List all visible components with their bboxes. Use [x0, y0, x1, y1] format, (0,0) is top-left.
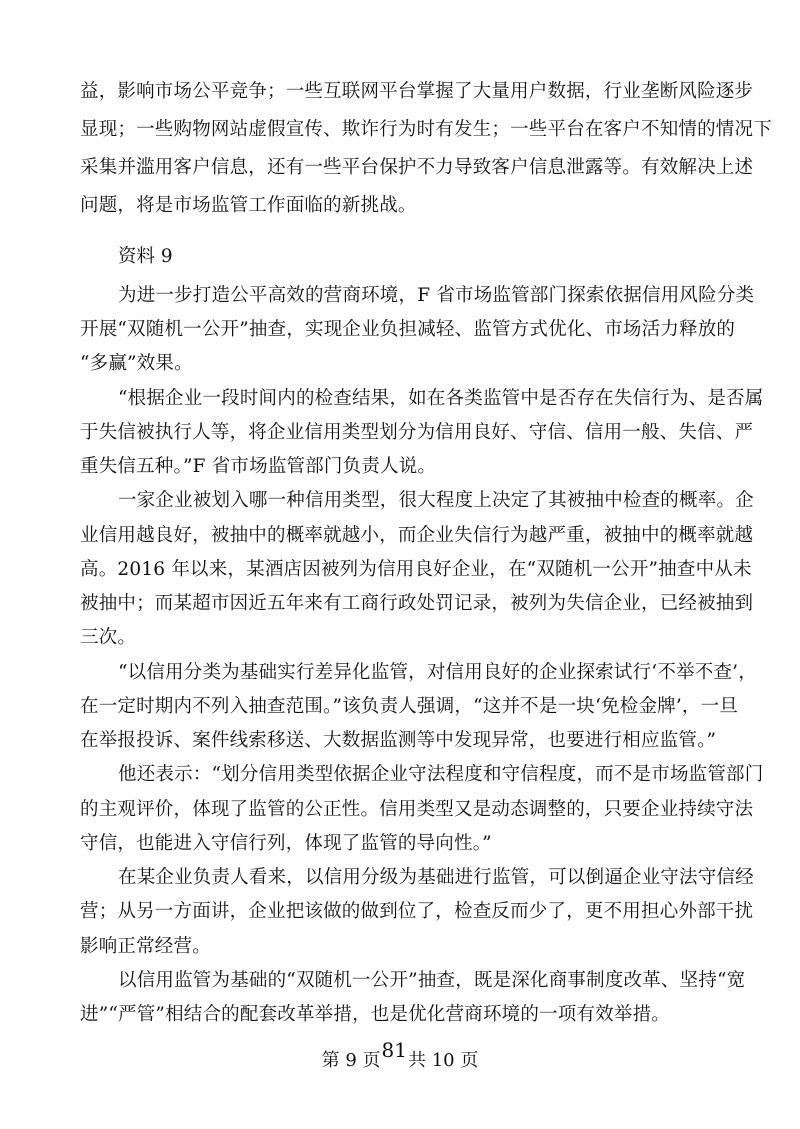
text-line: 守信，也能进入守信行列，体现了监管的导向性。”: [80, 833, 492, 854]
text-line: 显现；一些购物网站虚假宣传、欺诈行为时有发生；一些平台在客户不知情的情况下: [80, 119, 772, 140]
footer-page-prefix: 第 9 页: [321, 1050, 381, 1071]
page-footer: [0, 1038, 800, 1073]
text-line: 被抽中；而某超市因近五年来有工商行政处罚记录，被列为失信企业，已经被抽到: [80, 593, 754, 614]
text-line: 一家企业被划入哪一种信用类型，很大程度上决定了其被抽中检查的概率。企: [118, 490, 754, 511]
text-line: 于失信被执行人等，将企业信用类型划分为信用良好、守信、信用一般、失信、严: [80, 422, 754, 443]
footer-page-suffix: 共 10 页: [408, 1050, 479, 1071]
text-line: 重失信五种。”F 省市场监管部门负责人说。: [80, 456, 437, 477]
section-heading: 资料 9: [118, 246, 173, 267]
text-line: 为进一步打造公平高效的营商环境，F 省市场监管部门探索依据信用风险分类: [118, 285, 755, 306]
text-line: 进”“严管”相结合的配套改革举措，也是优化营商环境的一项有效举措。: [80, 1004, 670, 1025]
text-line: “根据企业一段时间内的检查结果，如在各类监管中是否存在失信行为、是否属: [118, 388, 764, 409]
text-line: 在某企业负责人看来，以信用分级为基础进行监管，可以倒逼企业守法守信经: [118, 867, 754, 888]
text-line: 采集并滥用客户信息，还有一些平台保护不力导致客户信息泄露等。有效解决上述: [80, 157, 754, 178]
text-line: 营；从另一方面讲，企业把该做的做到位了，检查反而少了，更不用担心外部干扰: [80, 901, 754, 922]
text-line: 问题，将是市场监管工作面临的新挑战。: [80, 195, 417, 216]
text-line: 高。2016 年以来，某酒店因被列为信用良好企业，在“双随机一公开”抽查中从未: [80, 559, 752, 580]
text-line: “以信用分类为基础实行差异化监管，对信用良好的企业探索试行‘不举不查’，: [118, 662, 757, 683]
text-line: 益，影响市场公平竞争；一些互联网平台掌握了大量用户数据，行业垄断风险逐步: [80, 81, 754, 102]
text-line: 三次。: [80, 627, 137, 648]
text-line: 他还表示：“划分信用类型依据企业守法程度和守信程度，而不是市场监管部门: [118, 764, 764, 785]
text-line: 的主观评价，体现了监管的公正性。信用类型又是动态调整的，只要企业持续守法: [80, 799, 754, 820]
text-line: 在一定时期内不列入抽查范围。”该负责人强调，“这并不是一块‘免检金牌’，一旦: [80, 696, 739, 717]
text-line: 在举报投诉、案件线索移送、大数据监测等中发现异常，也要进行相应监管。”: [80, 730, 717, 751]
text-line: 业信用越良好，被抽中的概率就越小，而企业失信行为越严重，被抽中的概率就越: [80, 525, 754, 546]
text-line: 以信用监管为基础的“双随机一公开”抽查，既是深化商事制度改革、坚持“宽: [118, 970, 746, 991]
text-line: 影响正常经营。: [80, 936, 211, 957]
text-line: “多赢”效果。: [80, 353, 193, 374]
text-line: 开展“双随机一公开”抽查，实现企业负担减轻、监管方式优化、市场活力释放的: [80, 319, 736, 340]
footer-page-number: 81: [381, 1038, 407, 1062]
